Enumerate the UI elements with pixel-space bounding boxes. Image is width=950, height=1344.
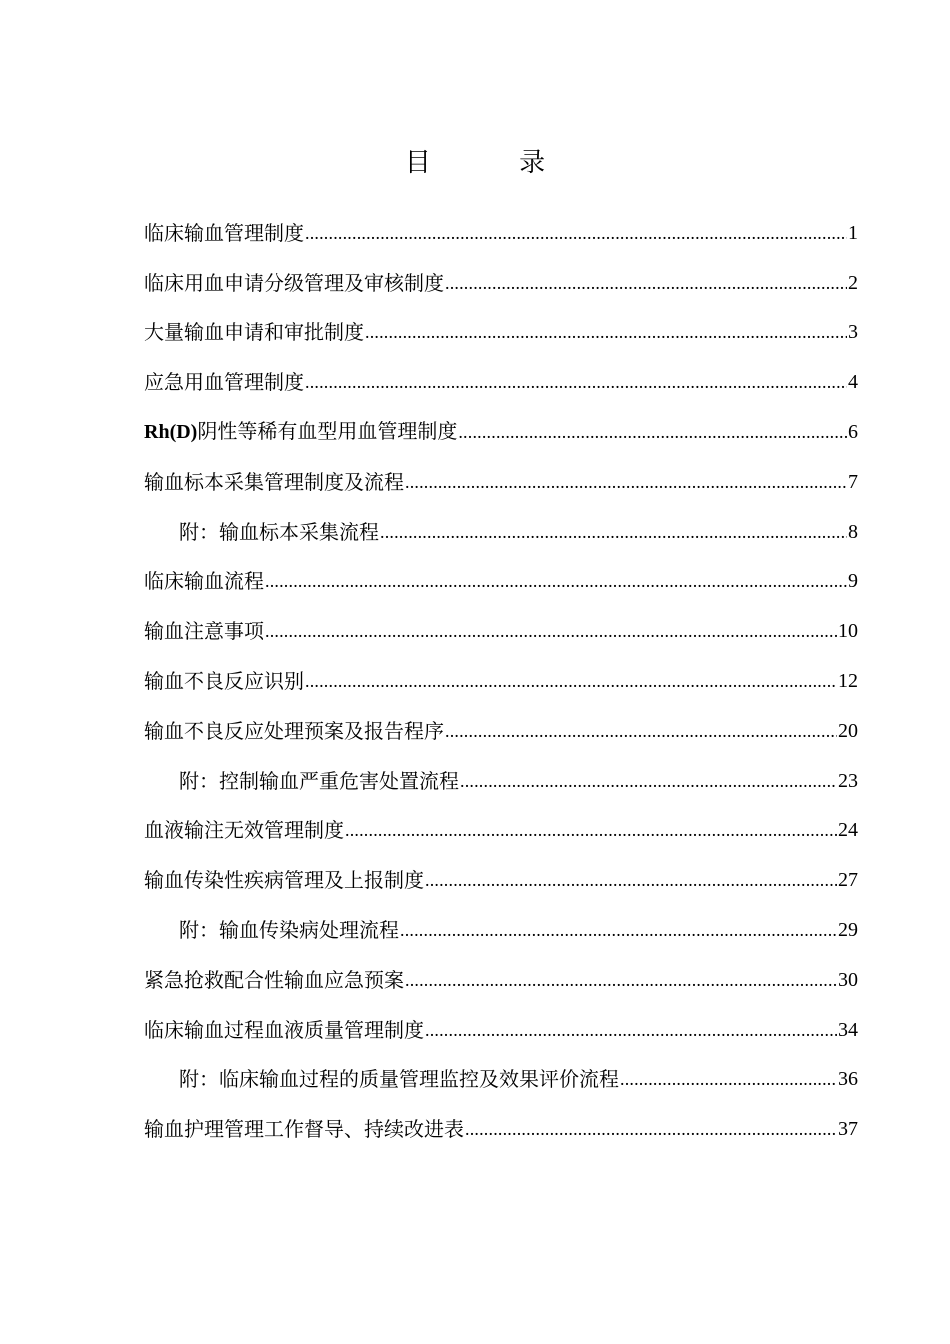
toc-entry[interactable] — [144, 847, 858, 897]
toc-entry-label: 附：输血传染病处理流程 — [179, 917, 399, 942]
toc-entry-label: 输血不良反应识别 — [144, 668, 304, 693]
toc-dot-leader — [405, 963, 837, 997]
toc-entry[interactable] — [144, 598, 858, 648]
toc-entry-page: 7 — [848, 470, 858, 493]
toc-subentry[interactable] — [144, 897, 858, 947]
toc-entry-label: 附：控制输血严重危害处置流程 — [179, 768, 459, 793]
toc-entry-page: 36 — [838, 1068, 858, 1091]
toc-entry-label: 大量输血申请和审批制度 — [144, 320, 364, 345]
toc-entry-page: 20 — [838, 719, 858, 742]
toc-entry-page: 37 — [838, 1118, 858, 1141]
toc-entry-label: 血液输注无效管理制度 — [144, 818, 344, 843]
toc-entry[interactable] — [144, 1096, 858, 1146]
toc-entry-page: 27 — [838, 869, 858, 892]
toc-dot-leader — [405, 465, 847, 499]
toc-entry[interactable] — [144, 997, 858, 1047]
toc-entry-page: 6 — [848, 420, 858, 443]
toc-entry[interactable] — [144, 648, 858, 698]
toc-entry-label-text: 阴性等稀有血型用血管理制度 — [197, 418, 458, 443]
toc-dot-leader — [425, 1013, 837, 1047]
toc-list — [144, 200, 858, 1146]
toc-dot-leader — [305, 216, 847, 250]
toc-dot-leader — [365, 315, 847, 349]
toc-dot-leader — [265, 614, 837, 648]
toc-entry-label: 临床用血申请分级管理及审核制度 — [144, 270, 444, 295]
toc-dot-leader — [425, 863, 837, 897]
toc-entry-page: 24 — [838, 819, 858, 842]
toc-entry-label: 输血传染性疾病管理及上报制度 — [144, 868, 424, 893]
toc-entry[interactable] — [144, 947, 858, 997]
toc-entry-label: 紧急抢救配合性输血应急预案 — [144, 967, 404, 992]
toc-entry-label: 附：输血标本采集流程 — [179, 519, 379, 544]
toc-entry-label — [144, 414, 457, 449]
toc-entry-page: 4 — [848, 371, 858, 394]
toc-entry-page: 9 — [848, 570, 858, 593]
toc-entry[interactable] — [144, 698, 858, 748]
toc-dot-leader — [620, 1062, 837, 1096]
toc-entry-page: 10 — [838, 620, 858, 643]
toc-entry-page: 30 — [838, 968, 858, 991]
toc-dot-leader — [265, 564, 847, 598]
toc-dot-leader — [445, 714, 837, 748]
toc-entry-label: 临床输血管理制度 — [144, 220, 304, 245]
toc-entry-page: 12 — [838, 669, 858, 692]
toc-dot-leader — [445, 266, 847, 300]
toc-entry-label: 输血护理管理工作督导、持续改进表 — [144, 1117, 464, 1142]
toc-dot-leader — [458, 415, 847, 449]
toc-entry[interactable] — [144, 549, 858, 599]
toc-entry-label: 附：临床输血过程的质量管理监控及效果评价流程 — [179, 1067, 619, 1092]
toc-entry-page: 8 — [848, 520, 858, 543]
toc-entry-page: 23 — [838, 769, 858, 792]
toc-dot-leader — [345, 813, 837, 847]
toc-entry-label: 输血标本采集管理制度及流程 — [144, 469, 404, 494]
toc-entry-label-prefix: Rh(D) — [144, 420, 198, 443]
toc-title: 目 录 — [404, 148, 586, 178]
toc-dot-leader — [305, 664, 837, 698]
toc-entry[interactable] — [144, 300, 858, 350]
toc-entry[interactable] — [144, 798, 858, 848]
toc-dot-leader — [465, 1112, 837, 1146]
toc-entry-label: 输血不良反应处理预案及报告程序 — [144, 718, 444, 743]
toc-subentry[interactable] — [144, 748, 858, 798]
toc-entry-page: 2 — [848, 271, 858, 294]
toc-dot-leader — [400, 913, 837, 947]
toc-entry[interactable] — [144, 200, 858, 250]
toc-entry-page: 3 — [848, 321, 858, 344]
toc-subentry[interactable] — [144, 1047, 858, 1097]
toc-entry-label: 应急用血管理制度 — [144, 370, 304, 395]
toc-subentry[interactable] — [144, 499, 858, 549]
toc-entry[interactable] — [144, 250, 858, 300]
toc-entry-page: 1 — [848, 221, 858, 244]
toc-entry-label: 临床输血流程 — [144, 569, 264, 594]
toc-entry-page: 29 — [838, 918, 858, 941]
toc-dot-leader — [305, 365, 847, 399]
toc-dot-leader — [460, 764, 837, 798]
toc-entry[interactable] — [144, 399, 858, 449]
toc-entry-label: 临床输血过程血液质量管理制度 — [144, 1017, 424, 1042]
toc-dot-leader — [380, 515, 847, 549]
toc-entry-page: 34 — [838, 1018, 858, 1041]
toc-entry[interactable] — [144, 349, 858, 399]
toc-entry-label: 输血注意事项 — [144, 619, 264, 644]
toc-entry[interactable] — [144, 449, 858, 499]
